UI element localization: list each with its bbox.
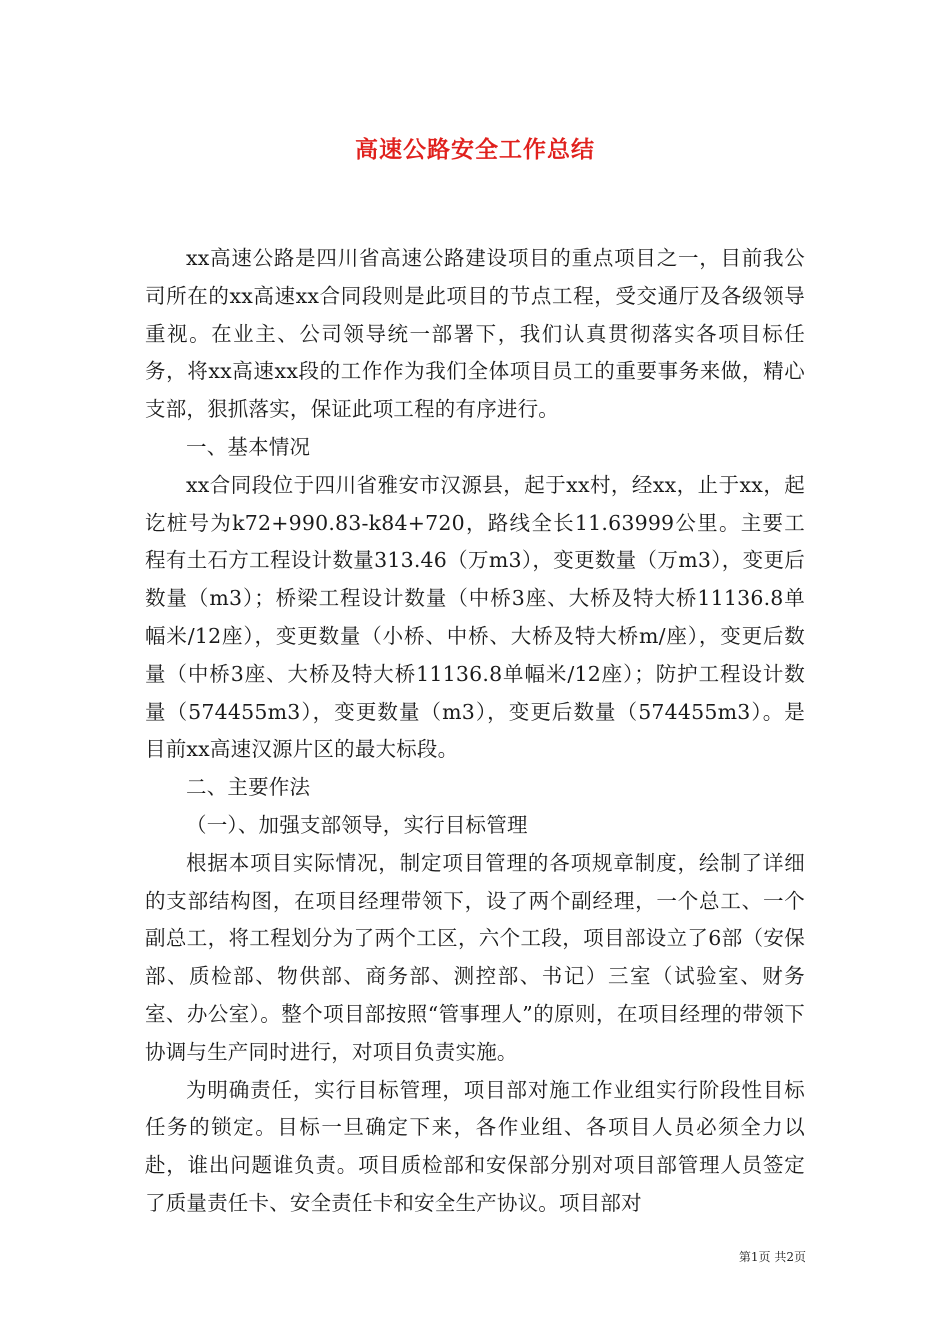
paragraph-intro: xx高速公路是四川省高速公路建设项目的重点项目之一，目前我公司所在的xx高速xx合同段则是此项目的节点工程，受交通厅及各级领导重视。在业主、公司领导统一部署下，我们认真贯彻落实各项目标任务，将xx高速xx段的工作作为我们全体项目员工的重要事务来做，精心支部，狠抓落实，保证此项工程的有序进行。 [145,246,805,422]
paragraph-management-structure: 根据本项目实际情况，制定项目管理的各项规章制度，绘制了详细的支部结构图，在项目经理带领下，设了两个副经理，一个总工、一个副总工，将工程划分为了两个工区，六个工段，项目部设立了6部（安保部、质检部、物供部、商务部、测控部、书记）三室（试验室、财务室、办公室）。整个项目部按照“管事理人”的原则，在项目经理的带领下协调与生产同时进行，对项目负责实施。 [145,850,805,1064]
section-heading-basic-situation: 一、基本情况 [186,434,311,459]
paragraph-basic-situation: xx合同段位于四川省雅安市汉源县，起于xx村，经xx，止于xx，起讫桩号为k72+990.83-k84+720，路线全长11.63999公里。主要工程有土石方工程设计数量313.46（万m3），变更数量（万m3），变更后数量（m3）；桥梁工程设计数量（中桥3座、大桥及特大桥11136.8单幅米/12座），变更数量（小桥、中桥、大桥及特大桥m/座），变更后数量（中桥3座、大桥及特大桥11136.8单幅米/12座）；防护工程设计数量（574455m3），变更数量（m3），变更后数量（574455m3）。是目前xx高速汉源片区的最大标段。 [145,472,805,762]
section-heading-main-practices: 二、主要作法 [186,775,311,800]
paragraph-responsibility: 为明确责任，实行目标管理，项目部对施工作业组实行阶段性目标任务的锁定。目标一旦确定下来，各作业组、各项目人员必须全力以赴，谁出问题谁负责。项目质检部和安保部分别对项目部管理人员签定了质量责任卡、安全责任卡和安全生产协议。项目部对 [145,1077,805,1215]
document-body [145,240,805,1223]
page-number-footer: 第1页 共2页 [738,1250,806,1264]
document-title: 高速公路安全工作总结 [355,137,595,163]
subsection-heading-1: （一）、加强支部领导，实行目标管理 [186,812,528,837]
